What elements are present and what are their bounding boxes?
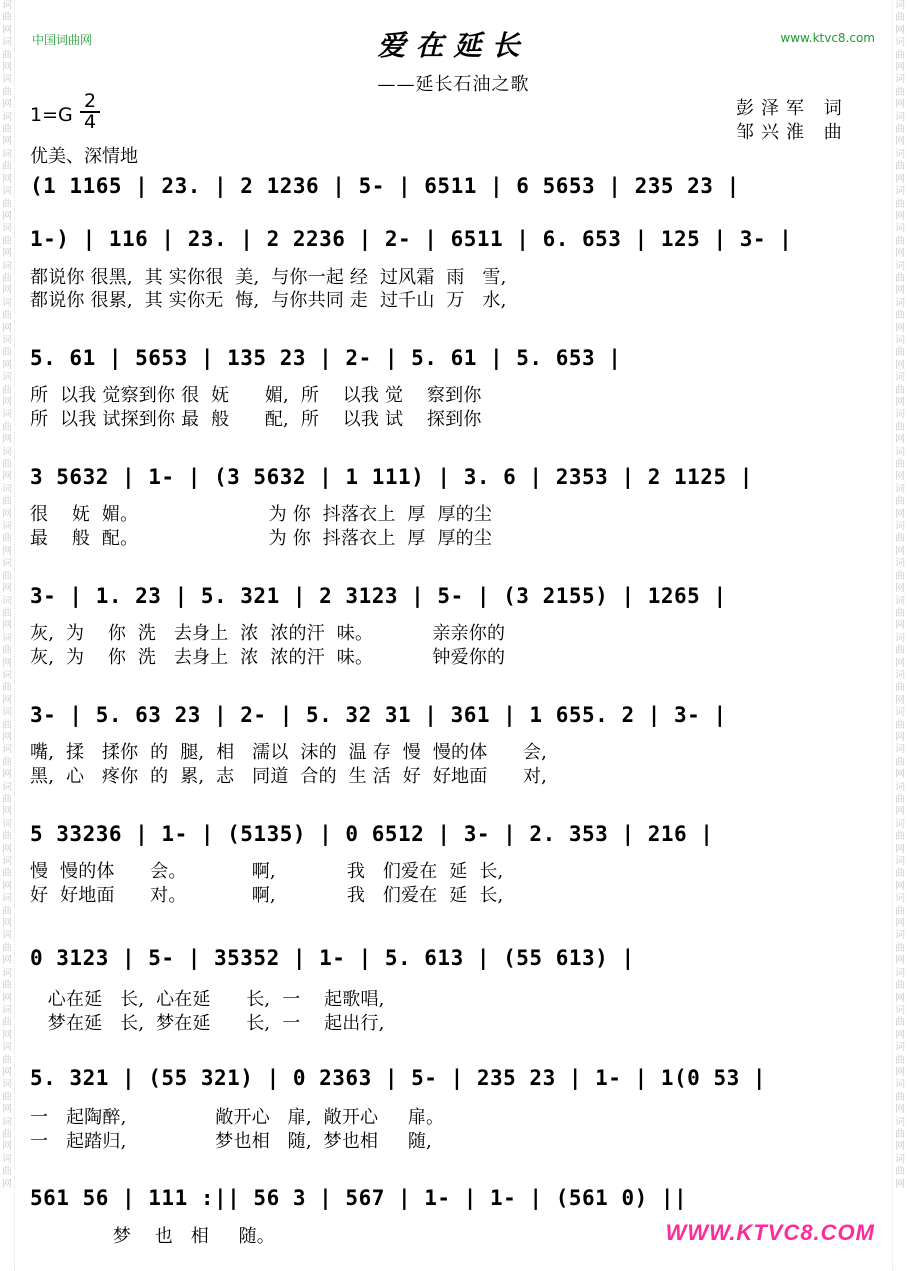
key-signature: 1=G	[30, 104, 73, 126]
lyricist-credit: 彭泽军 词	[736, 98, 849, 119]
site-logo: WWW.KTVC8.COM	[665, 1220, 875, 1245]
lyric-line: 最 般 配。 为 你 抖落衣上 厚 厚的尘	[30, 528, 493, 549]
lyric-line: 所 以我 试探到你 最 般 配, 所 以我 试 探到你	[30, 409, 482, 430]
lyric-line: 一 起踏归, 梦也相 随, 梦也相 随,	[30, 1131, 432, 1152]
notation-line: 1-) | 116 | 23. | 2 2236 | 2- | 6511 | 6. 653 | 125 | 3- |	[30, 227, 793, 251]
notation-line: (1 1165 | 23. | 2 1236 | 5- | 6511 | 6 5653 | 235 23 |	[30, 174, 740, 198]
lyric-line: 梦在延 长, 梦在延 长, 一 起出行,	[30, 1013, 385, 1034]
lyric-line: 一 起陶醉, 敞开心 扉, 敞开心 扉。	[30, 1107, 445, 1128]
lyric-line: 梦 也 相 随。	[30, 1226, 275, 1247]
song-subtitle: ——延长石油之歌	[377, 74, 530, 95]
notation-line: 5. 61 | 5653 | 135 23 | 2- | 5. 61 | 5. 653 |	[30, 346, 622, 370]
lyric-line: 灰, 为 你 洗 去身上 浓 浓的汗 味。 钟爱你的	[30, 647, 506, 668]
meter-bottom: 4	[80, 111, 100, 132]
lyric-line: 黑, 心 疼你 的 累, 志 同道 合的 生 活 好 好地面 对,	[30, 766, 548, 787]
notation-line: 3 5632 | 1- | (3 5632 | 1 111) | 3. 6 | 2353 | 2 1125 |	[30, 465, 753, 489]
lyric-line: 好 好地面 对。 啊, 我 们爱在 延 长,	[30, 885, 504, 906]
lyric-line: 都说你 很黑, 其 实你很 美, 与你一起 经 过风霜 雨 雪,	[30, 267, 507, 288]
site-name: 中国词曲网	[32, 33, 93, 47]
site-url: www.ktvc8.com	[780, 31, 875, 45]
lyric-line: 嘴, 揉 揉你 的 腿, 相 濡以 沫的 温 存 慢 慢的体 会,	[30, 742, 548, 763]
lyric-line: 很 妩 媚。 为 你 抖落衣上 厚 厚的尘	[30, 504, 493, 525]
lyric-line: 慢 慢的体 会。 啊, 我 们爱在 延 长,	[30, 861, 504, 882]
notation-line: 3- | 5. 63 23 | 2- | 5. 32 31 | 361 | 1 655. 2 | 3- |	[30, 703, 727, 727]
lyric-line: 都说你 很累, 其 实你无 悔, 与你共同 走 过千山 万 水,	[30, 290, 507, 311]
notation-line: 3- | 1. 23 | 5. 321 | 2 3123 | 5- | (3 2155) | 1265 |	[30, 584, 727, 608]
tempo-marking: 优美、深情地	[30, 146, 138, 167]
side-watermark-left: 词曲网词曲网词曲网词曲网词曲网词曲网词曲网词曲网词曲网词曲网词曲网词曲网词曲网词曲网词曲网词曲网词曲网词曲网词曲网词曲网词曲网词曲网词曲网词曲网词曲网词曲网词曲网词曲网词曲网词曲网词曲网词曲网	[0, 0, 15, 1271]
lyric-line: 灰, 为 你 洗 去身上 浓 浓的汗 味。 亲亲你的	[30, 623, 506, 644]
notation-line: 561 56 | 111 :|| 56 3 | 567 | 1- | 1- | (561 0) ||	[30, 1186, 688, 1210]
side-watermark-right: 词曲网词曲网词曲网词曲网词曲网词曲网词曲网词曲网词曲网词曲网词曲网词曲网词曲网词曲网词曲网词曲网词曲网词曲网词曲网词曲网词曲网词曲网词曲网词曲网词曲网词曲网词曲网词曲网词曲网词曲网词曲网词曲网	[892, 0, 907, 1271]
notation-line: 5. 321 | (55 321) | 0 2363 | 5- | 235 23 | 1- | 1(0 53 |	[30, 1066, 767, 1090]
meter-top: 2	[83, 90, 97, 112]
lyric-line: 所 以我 觉察到你 很 妩 媚, 所 以我 觉 察到你	[30, 385, 482, 406]
composer-credit: 邹兴淮 曲	[736, 122, 849, 143]
lyric-line: 心在延 长, 心在延 长, 一 起歌唱,	[30, 989, 385, 1010]
notation-line: 0 3123 | 5- | 35352 | 1- | 5. 613 | (55 613) |	[30, 946, 635, 970]
song-title: 爱在延长	[377, 29, 530, 62]
time-signature	[80, 92, 100, 132]
notation-line: 5 33236 | 1- | (5135) | 0 6512 | 3- | 2. 353 | 216 |	[30, 822, 714, 846]
